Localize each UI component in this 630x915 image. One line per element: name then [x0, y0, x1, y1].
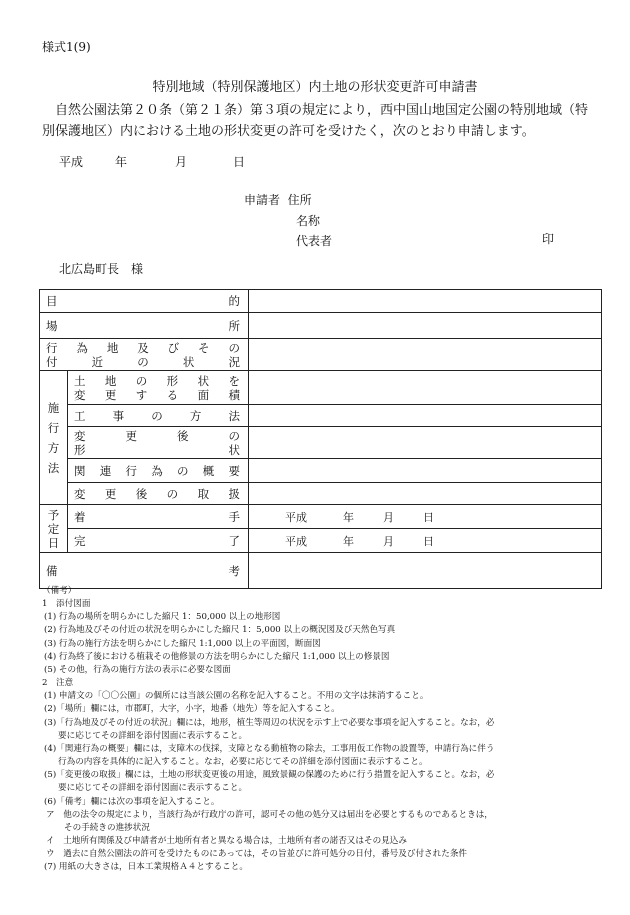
start-era: 平成	[285, 510, 307, 524]
note-item: (4)「関連行為の概要」欄には，支障木の伐採，支障となる動植物の除去，工事用仮工作物の設置等，申請行為に伴う	[44, 743, 495, 754]
remarks-field[interactable]	[249, 553, 602, 589]
date-era: 平成	[59, 155, 84, 169]
intro-line-1: 自然公園法第２０条（第２１条）第３項の規定により，西中国山地国定公園の特別地域（特	[55, 103, 589, 118]
note-item: (2)「場所」欄には，市郡町，大字，小字，地番（地先）等を記入すること。	[44, 704, 340, 715]
purpose-label: 目 的	[40, 290, 249, 313]
note-subitem: ウ 過去に自然公園法の許可を受けたものにあっては，その旨並びに許可処分の日付，番号及び付された条件	[46, 849, 468, 860]
schedule-group-label: 予 定 日	[40, 505, 68, 553]
notes-attachments-heading: 1 添付図面	[42, 599, 91, 610]
note-item: (3)「行為地及びその付近の状況」欄には，地形，植生等周辺の状況を示す上で必要な事項を記入すること。なお，必	[44, 717, 495, 728]
note-item: (1) 行為の場所を明らかにした縮尺 1：50,000 以上の地形図	[44, 612, 281, 623]
date-year: 年	[115, 155, 128, 169]
finish-day: 日	[423, 534, 434, 548]
site-status-field[interactable]	[249, 339, 602, 371]
date-month: 月	[175, 155, 188, 169]
note-item-continued: 要に応じてその詳細を添付図面に表示すること。	[58, 730, 248, 741]
place-field[interactable]	[249, 313, 602, 339]
notes-caution-heading: 2 注意	[42, 678, 74, 689]
finish-label: 完 了	[68, 529, 249, 553]
related-acts-label: 関 連 行 為 の 概 要	[68, 459, 249, 483]
applicant-representative-label: 代表者	[296, 234, 333, 248]
related-acts-field[interactable]	[249, 459, 602, 483]
applicant-name-label: 名称	[296, 213, 321, 228]
site-status-label: 行 為 地 及 び そ の 付 近 の 状 況	[40, 339, 249, 371]
note-item-continued: 行為の内容を具体的に記入すること。なお，必要に応じてその詳細を添付図面に表示すること。	[58, 757, 428, 768]
shape-area-label: 土 地 の 形 状 を 変 更 す る 面 積	[68, 371, 249, 405]
application-date	[59, 153, 245, 170]
notes-heading: （備考）	[42, 586, 77, 596]
applicant-block	[244, 190, 332, 252]
note-subitem-continued: その手続きの進捗状況	[64, 822, 150, 833]
note-item: (6)「備考」欄には次の事項を記入すること。	[44, 796, 220, 807]
addressee: 北広島町長 様	[59, 262, 144, 276]
notes-section	[42, 585, 617, 874]
remarks-label: 備 考	[40, 553, 249, 589]
start-month: 月	[383, 510, 394, 524]
note-subitem: ア 他の法令の規定により，当該行為が行政庁の許可，認可その他の処分又は届出を必要とするものであるときは，	[46, 809, 493, 820]
form-number: 様式1(9)	[42, 40, 91, 54]
after-shape-label: 変 更 後 の 形 状	[68, 427, 249, 459]
applicant-address-label: 住所	[287, 193, 312, 207]
after-shape-field[interactable]	[249, 427, 602, 459]
note-item-continued: 要に応じてその詳細を添付図面に表示すること。	[58, 783, 248, 794]
start-year: 年	[343, 510, 354, 524]
note-item: (3) 行為の施行方法を明らかにした縮尺 1:1,000 以上の平面図，断面図	[44, 638, 321, 649]
construction-label: 工 事 の 方 法	[68, 405, 249, 427]
date-day: 日	[233, 155, 246, 169]
seal-mark: 印	[542, 232, 555, 246]
note-item: (7) 用紙の大きさは，日本工業規格Ａ４とすること。	[44, 862, 248, 873]
finish-era: 平成	[285, 534, 307, 548]
after-handling-field[interactable]	[249, 483, 602, 505]
note-subitem: イ 土地所有関係及び申請者が土地所有者と異なる場合は，土地所有者の諾否又はその見込み	[46, 835, 407, 846]
application-table	[39, 289, 602, 589]
shape-area-field[interactable]	[249, 371, 602, 405]
finish-year: 年	[343, 534, 354, 548]
purpose-field[interactable]	[249, 290, 602, 313]
start-day: 日	[423, 510, 434, 524]
after-handling-label: 変 更 後 の 取 扱	[68, 483, 249, 505]
start-date-field[interactable]	[249, 505, 602, 529]
note-item: (5)「変更後の取扱」欄には，土地の形状変更後の用途，風致景観の保護のために行う措置を記入すること。なお，必	[44, 770, 495, 781]
finish-date-field[interactable]	[249, 529, 602, 553]
construction-field[interactable]	[249, 405, 602, 427]
note-item: (1) 申請文の「〇〇公園」の個所には当該公園の名称を記入すること。不用の文字は抹消すること。	[44, 691, 429, 702]
finish-month: 月	[383, 534, 394, 548]
intro-paragraph	[42, 100, 602, 142]
note-item: (2) 行為地及びその付近の状況を明らかにした縮尺 1：5,000 以上の概況図及び天然色写真	[44, 625, 396, 636]
intro-line-2: 別保護地区）内における土地の形状変更の許可を受けたく，次のとおり申請します。	[42, 124, 535, 139]
method-group-label: 施 行 方 法	[40, 371, 68, 505]
applicant-label: 申請者	[244, 193, 281, 207]
start-label: 着 手	[68, 505, 249, 529]
note-item: (4) 行為終了後における植栽その他修景の方法を明らかにした縮尺 1:1,000 以上の修景図	[44, 651, 390, 662]
note-item: (5) その他，行為の施行方法の表示に必要な図面	[44, 664, 231, 675]
document-title: 特別地域（特別保護地区）内土地の形状変更許可申請書	[152, 80, 478, 95]
place-label: 場 所	[40, 313, 249, 339]
